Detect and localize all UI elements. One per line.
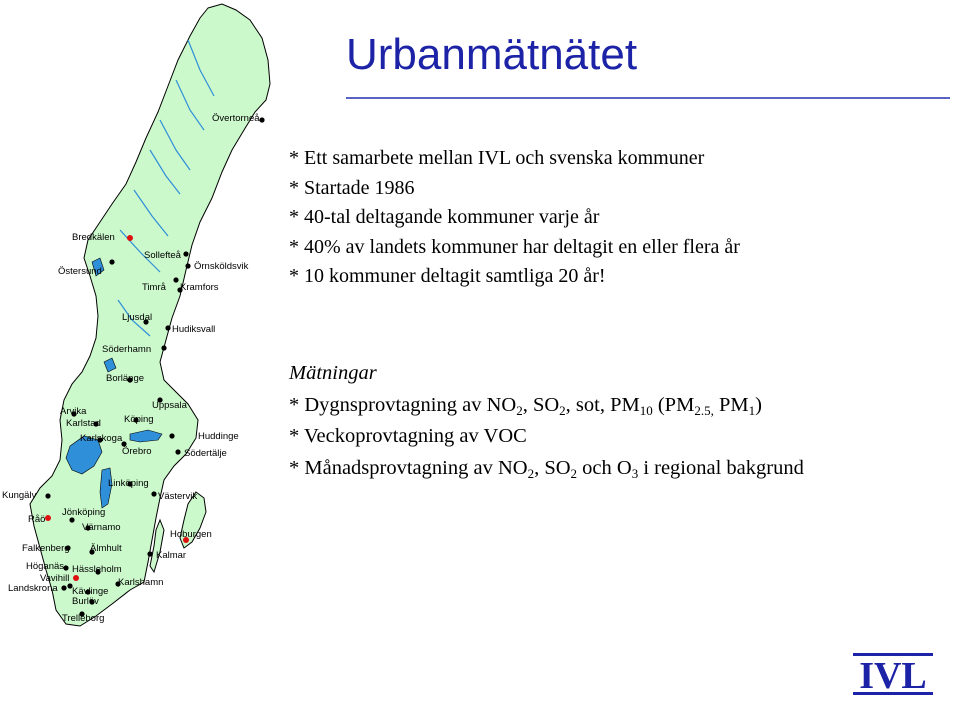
sweden-map bbox=[0, 0, 300, 640]
label-vastervik: Västervik bbox=[158, 491, 198, 502]
label-karlstad: Karlstad bbox=[66, 418, 101, 429]
label-hassleholm: Hässleholm bbox=[72, 564, 122, 575]
label-timra: Timrå bbox=[142, 282, 166, 293]
subscript: 3 bbox=[631, 465, 639, 481]
text-part: ) bbox=[755, 393, 762, 416]
label-koping: Köping bbox=[124, 414, 154, 425]
bullet-item: * 40-tal deltagande kommuner varje år bbox=[289, 206, 600, 228]
text-part: (PM bbox=[652, 393, 695, 416]
sweden-map-svg bbox=[0, 0, 300, 640]
text-part: i regional bakgrund bbox=[638, 456, 804, 479]
label-falkenberg: Falkenberg bbox=[22, 543, 70, 554]
label-sodertalje: Södertälje bbox=[184, 448, 227, 459]
label-hudiksvall: Hudiksvall bbox=[172, 324, 216, 335]
label-uppsala: Uppsala bbox=[152, 400, 187, 411]
measurements-section bbox=[289, 358, 804, 484]
label-vavihill: Vavihill bbox=[40, 573, 70, 584]
text-part: * Månadsprovtagning av NO bbox=[289, 456, 528, 479]
subscript: 1 bbox=[748, 402, 756, 418]
text-part: , SO bbox=[534, 456, 571, 479]
bullet-item: * Startade 1986 bbox=[289, 176, 415, 199]
label-burlov: Burlöv bbox=[72, 596, 99, 607]
bullet-list bbox=[289, 144, 740, 292]
text-part: , SO bbox=[522, 393, 560, 416]
label-landskrona: Landskrona bbox=[8, 583, 58, 594]
subscript: 2 bbox=[559, 402, 566, 418]
label-overtornea: Övertorneå bbox=[212, 113, 260, 124]
label-soderhamn: Söderhamn bbox=[102, 344, 152, 355]
ivl-logo-text: IVL bbox=[859, 655, 927, 697]
ivl-logo bbox=[853, 651, 933, 697]
label-kungalv: Kungälv bbox=[2, 490, 37, 501]
label-hoganas: Höganäs bbox=[26, 561, 65, 572]
text-part: PM bbox=[713, 393, 749, 416]
subscript: 2 bbox=[570, 465, 578, 481]
label-arvika: Arvika bbox=[60, 406, 87, 417]
label-linkoping: Linköping bbox=[108, 478, 149, 489]
bullet-item: * Ett samarbete mellan IVL och svenska kommuner bbox=[289, 147, 705, 169]
label-varnamo: Värnamo bbox=[82, 522, 121, 533]
label-karlskoga: Karlskoga bbox=[80, 433, 123, 444]
label-borlange: Borlänge bbox=[106, 373, 145, 384]
page-title: Urbanmätnätet bbox=[346, 30, 638, 79]
label-huddinge: Huddinge bbox=[198, 431, 239, 442]
subscript: 2.5, bbox=[694, 402, 714, 418]
label-kramfors: Kramfors bbox=[180, 282, 219, 293]
label-rao: Råö bbox=[28, 514, 46, 525]
label-kavlinge: Kävlinge bbox=[72, 586, 109, 597]
bullet-item: * 40% av landets kommuner har deltagit en eller flera år bbox=[289, 235, 740, 258]
label-bredkalen: Bredkälen bbox=[72, 232, 115, 243]
label-orebro: Örebro bbox=[122, 446, 152, 457]
label-almhult: Älmhult bbox=[90, 543, 122, 554]
label-ornskoldsvik: Örnsköldsvik bbox=[194, 261, 249, 272]
label-solleftea: Sollefteå bbox=[144, 250, 181, 261]
bullet-item: * 10 kommuner deltagit samtliga 20 år! bbox=[289, 265, 606, 287]
label-ostersund: Östersund bbox=[58, 266, 102, 277]
subscript: 2 bbox=[516, 402, 523, 418]
measurement-weekly: * Veckoprovtagning av VOC bbox=[289, 425, 527, 447]
label-trelleborg: Trelleborg bbox=[62, 613, 105, 624]
text-part: och O bbox=[577, 456, 632, 479]
title-divider bbox=[346, 97, 950, 99]
text-part: * Dygnsprovtagning av NO bbox=[289, 393, 517, 416]
subscript: 10 bbox=[639, 402, 653, 418]
label-kalmar: Kalmar bbox=[156, 550, 187, 561]
measurement-daily bbox=[289, 390, 804, 422]
subscript: 2 bbox=[527, 465, 535, 481]
label-jonkoping: Jönköping bbox=[62, 507, 106, 518]
text-part: , sot, PM bbox=[565, 393, 640, 416]
label-ljusdal: Ljusdal bbox=[122, 312, 153, 323]
label-karlshamn: Karlshamn bbox=[118, 577, 164, 588]
label-hoburgen: Hoburgen bbox=[170, 529, 212, 540]
measurement-monthly bbox=[289, 453, 804, 485]
ivl-logo-svg bbox=[853, 651, 933, 697]
measurements-heading: Mätningar bbox=[289, 362, 377, 384]
